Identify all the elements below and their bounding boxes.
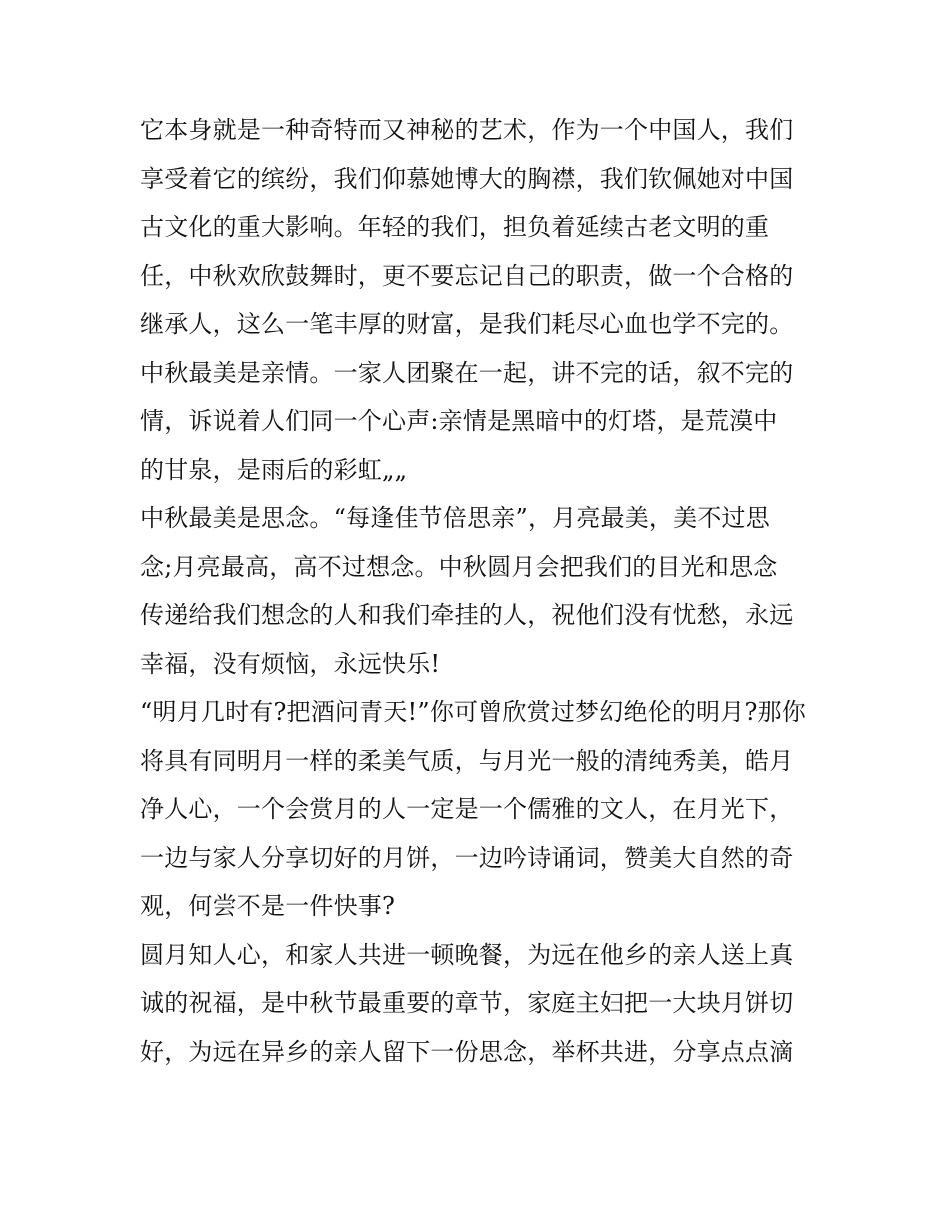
text-line: 它本身就是一种奇特而又神秘的艺术，作为一个中国人，我们 <box>140 116 794 144</box>
text-line: 净人心，一个会赏月的人一定是一个儒雅的文人，在月光下， <box>140 795 794 823</box>
text-line: 念;月亮最高，高不过想念。中秋圆月会把我们的目光和思念 <box>140 552 778 581</box>
body-text <box>140 106 820 1076</box>
text-line: 诚的祝福，是中秋节最重要的章节，家庭主妇把一大块月饼切 <box>140 989 794 1017</box>
text-line: 中秋最美是亲情。一家人团聚在一起，讲不完的话，叙不完的 <box>140 358 794 387</box>
text-line: 情，诉说着人们同一个心声:亲情是黑暗中的灯塔，是荒漠中 <box>140 407 778 435</box>
text-line: 的甘泉，是雨后的彩虹„„ <box>140 455 408 484</box>
text-line: 享受着它的缤纷，我们仰慕她博大的胸襟，我们钦佩她对中国 <box>140 164 794 193</box>
text-line: “明月几时有?把酒问青天!”你可曾欣赏过梦幻绝伦的明月?那你 <box>140 698 806 726</box>
text-line: 圆月知人心，和家人共进一顿晚餐，为远在他乡的亲人送上真 <box>140 940 794 969</box>
text-line: 继承人，这么一笔丰厚的财富，是我们耗尽心血也学不完的。 <box>140 310 794 338</box>
text-line: 中秋最美是思念。“每逢佳节倍思亲”，月亮最美，美不过思 <box>140 504 770 532</box>
text-line: 传递给我们想念的人和我们牵挂的人，祝他们没有忧愁，永远 <box>140 601 794 629</box>
text-line: 观，何尝不是一件快事? <box>140 892 396 920</box>
text-line: 幸福，没有烦恼，永远快乐! <box>140 649 441 678</box>
text-line: 古文化的重大影响。年轻的我们，担负着延续古老文明的重 <box>140 213 770 241</box>
text-line: 一边与家人分享切好的月饼，一边吟诗诵词，赞美大自然的奇 <box>140 843 794 872</box>
text-line: 将具有同明月一样的柔美气质，与月光一般的清纯秀美，皓月 <box>140 746 794 775</box>
text-line: 好，为远在异乡的亲人留下一份思念，举杯共进，分享点点滴 <box>140 1037 794 1066</box>
text-line: 任，中秋欢欣鼓舞时，更不要忘记自己的职责，做一个合格的 <box>140 261 794 290</box>
